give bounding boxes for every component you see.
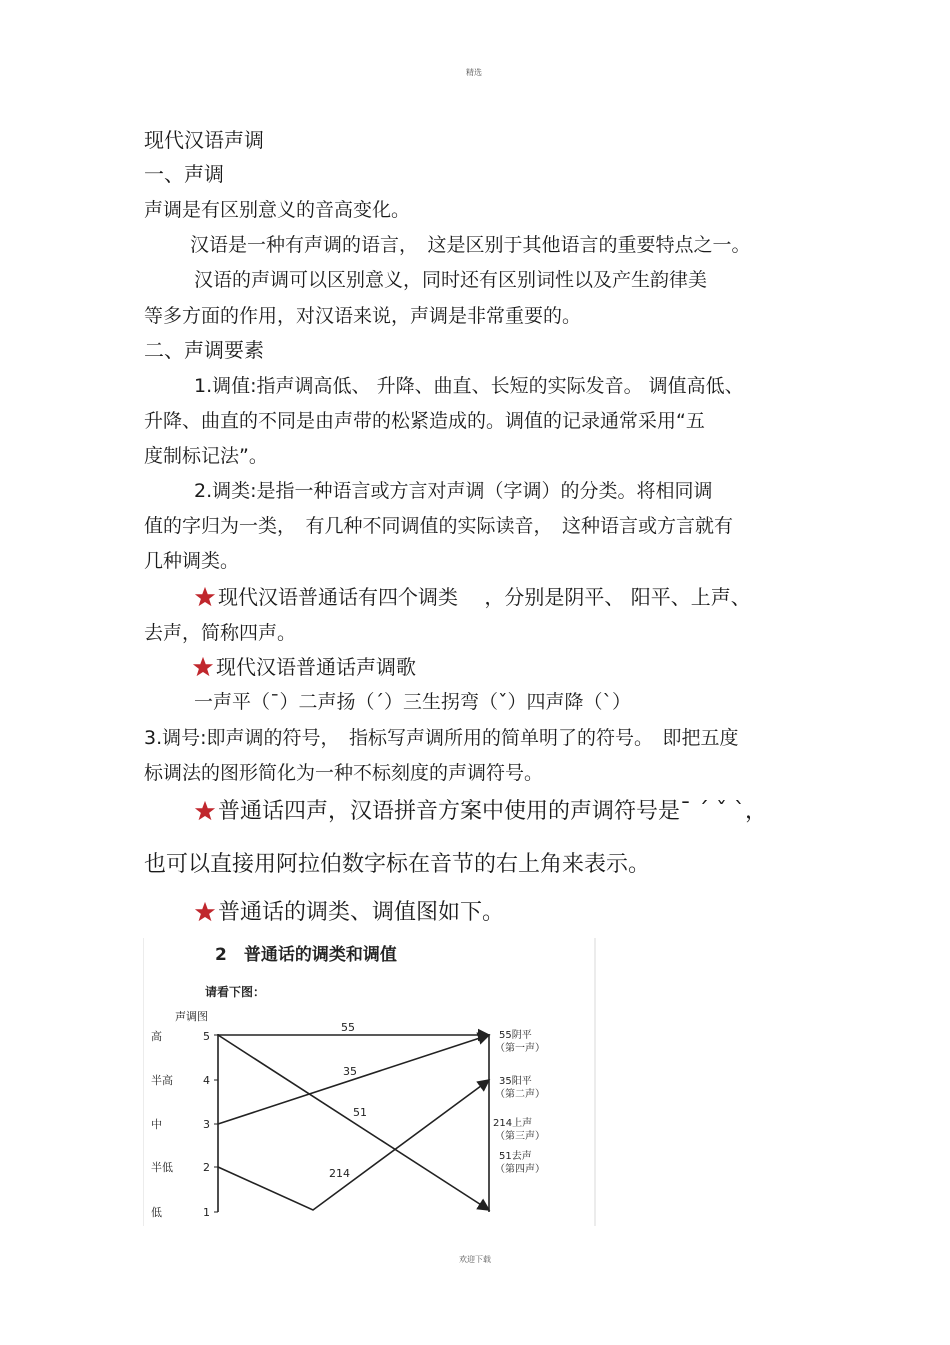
paragraph-2-line-2: 等多方面的作用，对汉语来说，声调是非常重要的。 [144, 305, 582, 327]
star-icon [194, 800, 216, 822]
item-2-line-2: 值的字归为一类， 有几种不同调值的实际读音， 这种语言或方言就有 [144, 515, 734, 537]
contour-214 [218, 1080, 489, 1210]
item-1-line-1: 1.调值:指声调高低、 升降、曲直、长短的实际发音。 调值高低、 [194, 375, 744, 397]
tone-ordinal-3: （第三声） [495, 1131, 545, 1142]
star-note-2 [192, 654, 416, 680]
star-icon [194, 901, 216, 923]
star-note-4-text: 普通话的调类、调值图如下。 [218, 900, 505, 925]
section-heading-2: 二、声调要素 [144, 338, 264, 362]
star-note-2-text: 现代汉语普通话声调歌 [216, 655, 416, 679]
item-3-line-2: 标调法的图形简化为一种不标刻度的声调符号。 [144, 762, 544, 784]
star-note-3-line-2: 也可以直接用阿拉伯数字标在音节的右上角来表示。 [144, 852, 651, 877]
contour-label-35: 35 [343, 1065, 357, 1078]
item-2-line-1: 2.调类:是指一种语言或方言对声调（字调）的分类。将相同调 [194, 480, 713, 502]
item-1-line-2: 升降、曲直的不同是由声带的松紧造成的。调值的记录通常采用“五 [144, 410, 705, 432]
contour-label-51: 51 [353, 1106, 367, 1119]
axis-title: 声调图 [175, 1010, 208, 1023]
level-label-low: 低 [151, 1206, 162, 1219]
item-3-line-1: 3.调号:即声调的符号， 指标写声调所用的简单明了的符号。 即把五度 [144, 727, 739, 749]
tone-name-2: 35阳平 [499, 1076, 532, 1087]
tone-song: 一声平（ˉ）二声扬（ˊ）三生拐弯（ˇ）四声降（ˋ） [194, 691, 632, 713]
page-footer: 欢迎下载 [459, 1255, 491, 1264]
tone-ordinal-2: （第二声） [495, 1089, 545, 1100]
tone-name-3: 214上声 [493, 1118, 533, 1129]
star-note-1 [194, 584, 751, 610]
star-note-3 [194, 798, 767, 826]
level-num-3: 3 [203, 1118, 210, 1131]
paragraph-2-line-1: 汉语的声调可以区别意义，同时还有区别词性以及产生韵律美 [194, 269, 708, 291]
section-heading-1: 一、声调 [144, 162, 224, 186]
tone-name-4: 51去声 [499, 1151, 532, 1162]
figure-subtitle: 请看下图： [205, 985, 266, 999]
tone-definition: 声调是有区别意义的音高变化。 [144, 199, 411, 221]
level-num-4: 4 [203, 1074, 210, 1087]
level-label-mid: 中 [151, 1118, 162, 1131]
level-label-mid-high: 半高 [151, 1074, 173, 1087]
level-num-2: 2 [203, 1161, 210, 1174]
tone-ordinal-1: （第一声） [495, 1043, 545, 1054]
level-num-1: 1 [203, 1206, 210, 1219]
item-1-line-3: 度制标记法”。 [144, 445, 268, 467]
item-2-line-3: 几种调类。 [144, 550, 240, 572]
tone-name-1: 55阴平 [499, 1030, 532, 1041]
level-label-high: 高 [151, 1030, 162, 1043]
contour-51 [218, 1035, 489, 1210]
page-header: 精选 [466, 68, 482, 77]
tone-ordinal-4: （第四声） [495, 1164, 545, 1175]
star-icon [192, 656, 214, 678]
contour-label-55: 55 [341, 1021, 355, 1034]
tone-chart-figure [143, 938, 596, 1226]
contour-label-214: 214 [329, 1167, 350, 1180]
star-note-1-line-1: 现代汉语普通话有四个调类 ，分别是阴平、 阳平、上声、 [218, 585, 751, 609]
star-note-4 [194, 899, 504, 927]
document-title: 现代汉语声调 [144, 128, 264, 152]
paragraph-1: 汉语是一种有声调的语言， 这是区别于其他语言的重要特点之一。 [190, 234, 751, 256]
star-icon [194, 586, 216, 608]
figure-title: 2 普通话的调类和调值 [215, 945, 397, 965]
star-note-3-line-1: 普通话四声，汉语拼音方案中使用的声调符号是ˉ ˊ ˇ ˋ， [218, 799, 767, 824]
star-note-1-line-2: 去声，简称四声。 [144, 622, 297, 644]
level-label-mid-low: 半低 [151, 1161, 173, 1174]
level-num-5: 5 [203, 1030, 210, 1043]
